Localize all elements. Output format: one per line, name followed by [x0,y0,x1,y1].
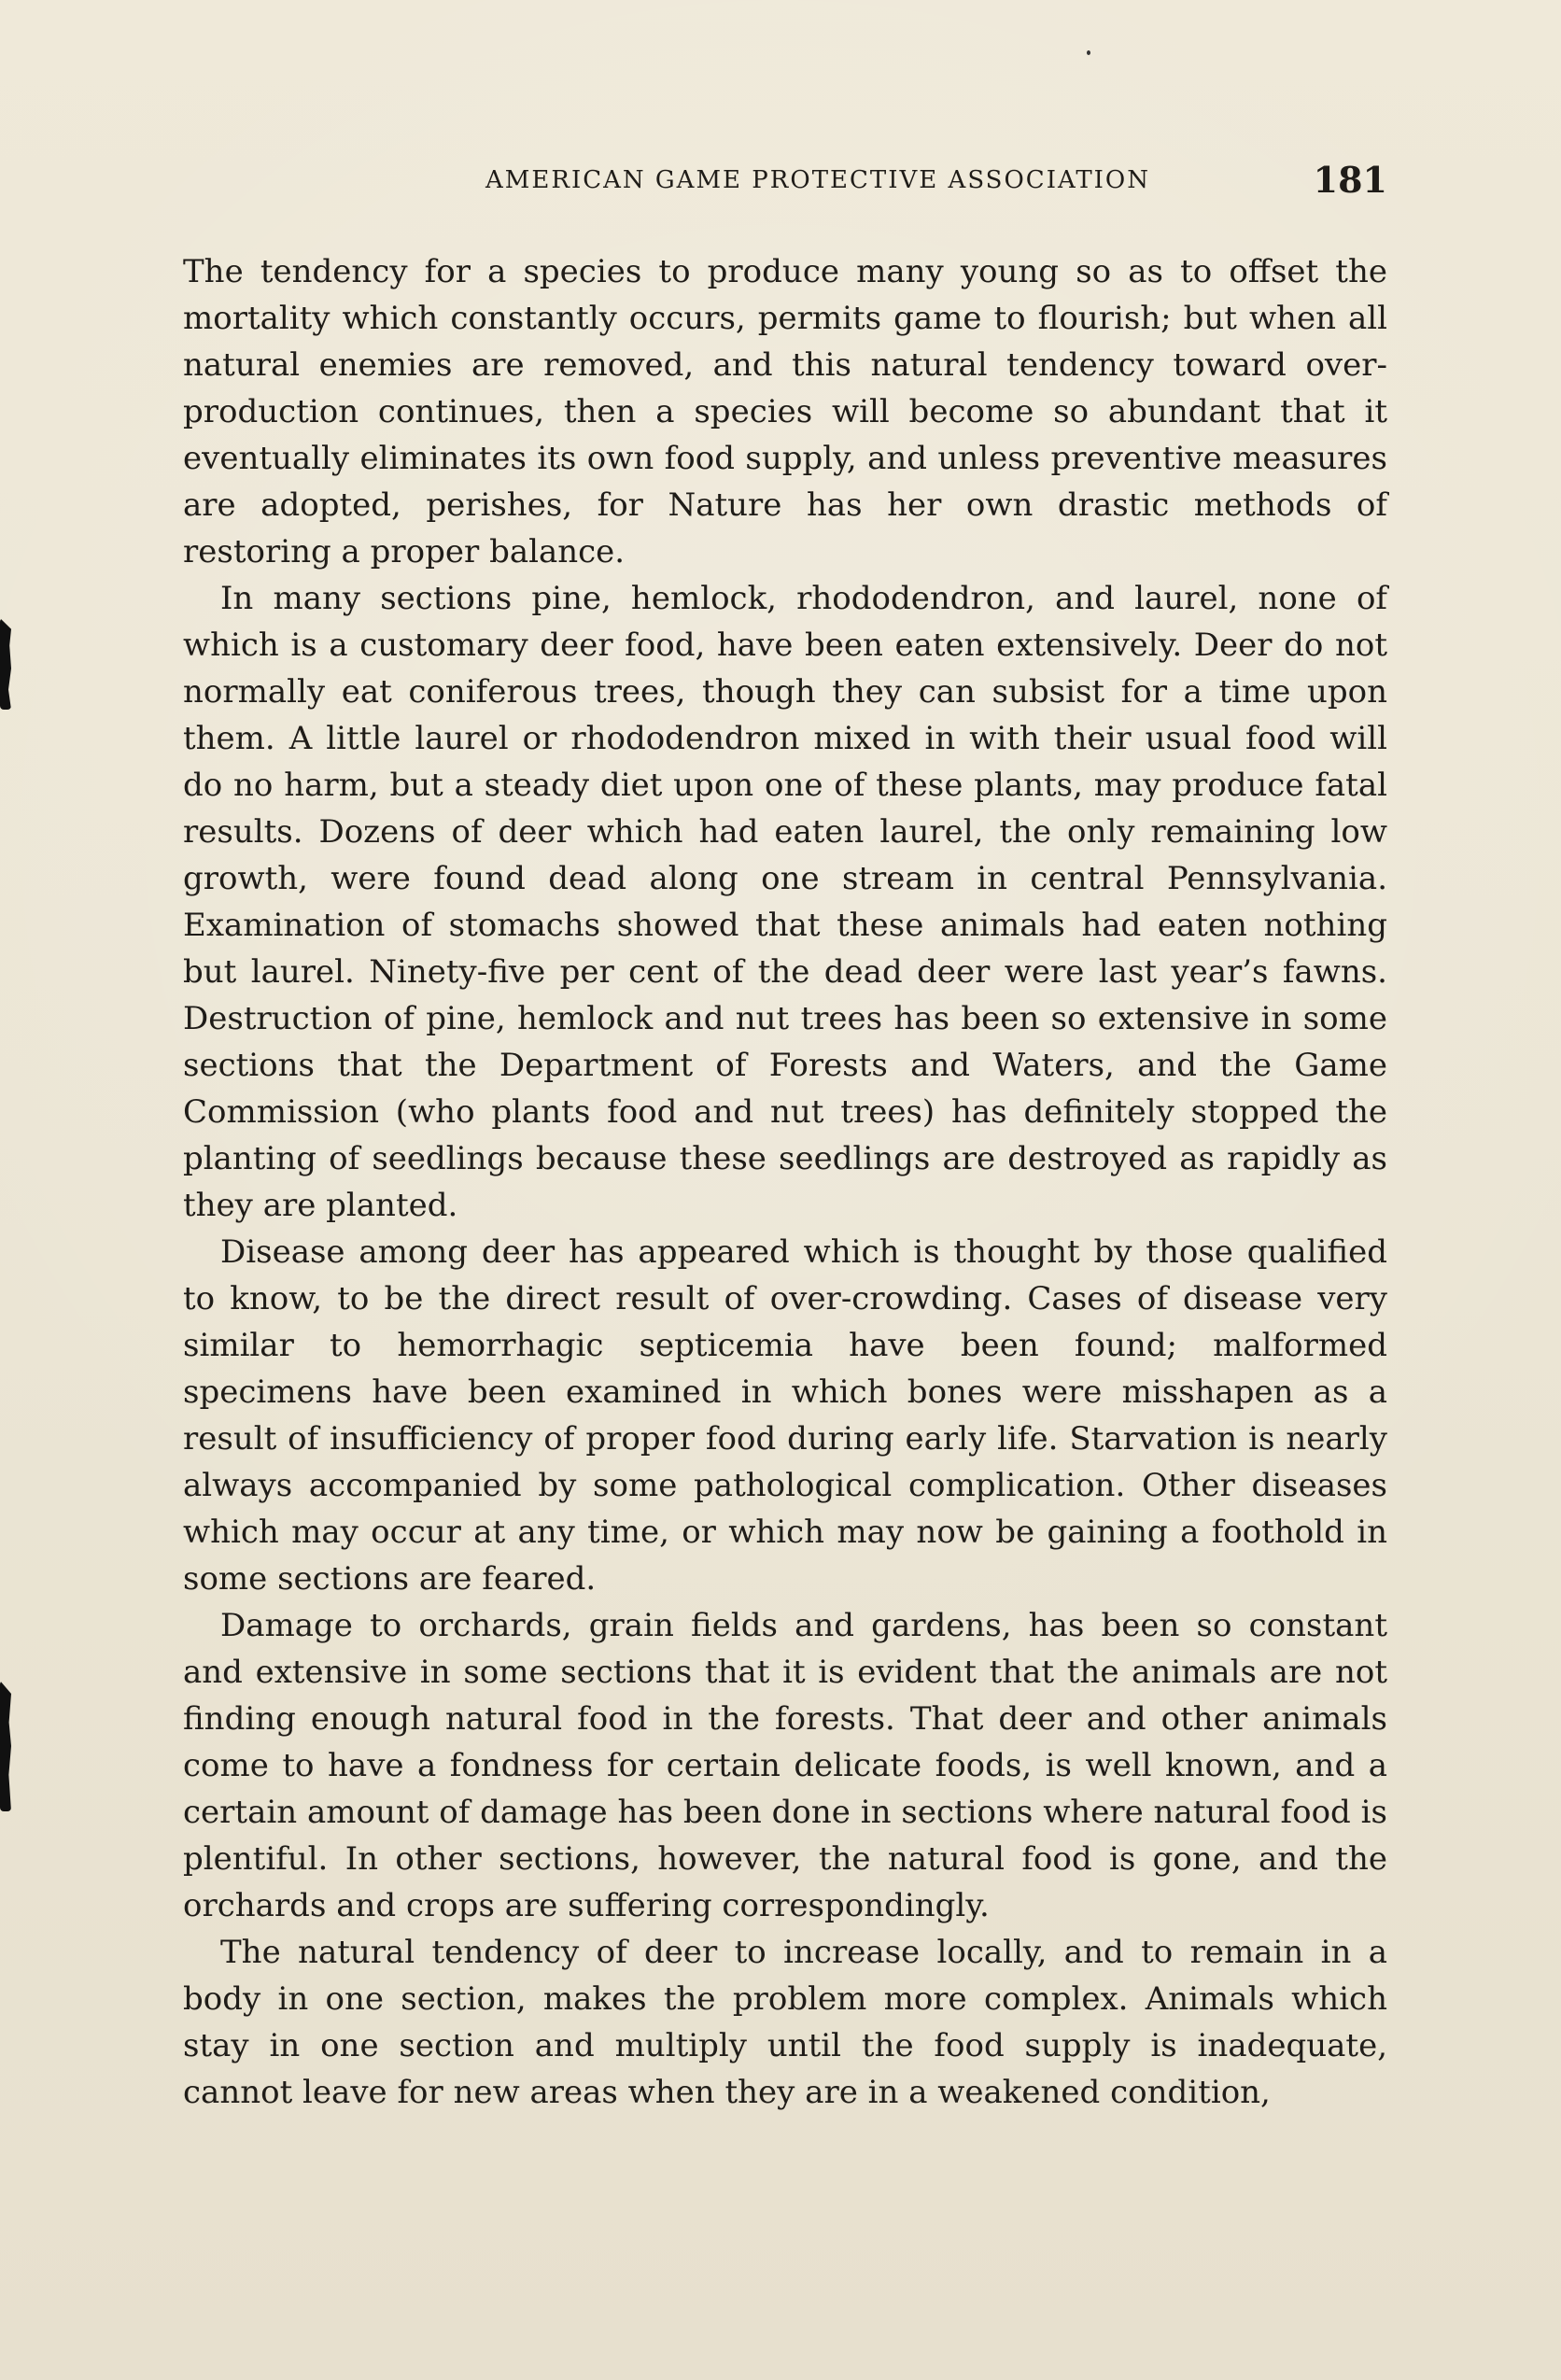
paragraph-4: Damage to orchards, grain fields and gardens, has been so constant and extensive in some sections that it is evident that the animals are not finding enough natural food in the forests. That deer and other animals come to have a fondness for certain delicate foods, is well known, and a certain amount of damage has been done in sections where natural food is plentiful. In other sections, however, the natural food is gone, and the orchards and crops are suffering correspondingly. [183,1607,1387,1924]
paragraph-5: The natural tendency of deer to increase locally, and to remain in a body in one section, makes the problem more complex. Animals which stay in one section and multiply until the food supply is inadequate, cannot leave for new areas when they are in a weakened condition, [183,1934,1387,2111]
paragraph-3: Disease among deer has appeared which is thought by those qualified to know, to be the direct result of over-crowding. Cases of disease very similar to hemorrhagic septicemia have been found; malformed specimens have been examined in which bones were misshapen as a result of insufficiency of proper food during early life. Starvation is nearly always accompanied by some pathological complication. Other diseases which may occur at any time, or which may now be gaining a foothold in some sections are feared. [183,1233,1387,1598]
page-speck [1087,50,1090,55]
running-head: AMERICAN GAME PROTECTIVE ASSOCIATION [485,166,1150,194]
body-text [183,248,1387,2116]
paragraph-2: In many sections pine, hemlock, rhododendron, and laurel, none of which is a customary deer food, have been eaten extensively. Deer do not normally eat coniferous trees, though they can subsist for a time upon them. A little laurel or rhododendron mixed in with their usual food will do no harm, but a steady diet upon one of these plants, may produce fatal results. Dozens of deer which had eaten laurel, the only remaining low growth, were found dead along one stream in central Pennsylvania. Examination of stomachs showed that these animals had eaten nothing but laurel. Ninety-five per cent of the dead deer were last year’s fawns. Destruction of pine, hemlock and nut trees has been so extensive in some sections that the Department of Forests and Waters, and the Game Commission (who plants food and nut trees) has definitely stopped the planting of seedlings because these seedlings are destroyed as rapidly as they are planted. [183,580,1387,1224]
paragraph-1: The tendency for a species to produce many young so as to offset the mortality which constantly occurs, permits game to flourish; but when all natural enemies are removed, and this natural tendency toward over-production continues, then a species will become so abundant that it eventually eliminates its own food supply, and unless preventive measures are adopted, perishes, for Nature has her own drastic methods of restoring a proper balance. [183,253,1387,570]
page-number: 181 [1313,159,1387,201]
binding-mark-upper [0,618,11,710]
binding-mark-lower [0,1681,11,1811]
page-header [183,159,1387,207]
